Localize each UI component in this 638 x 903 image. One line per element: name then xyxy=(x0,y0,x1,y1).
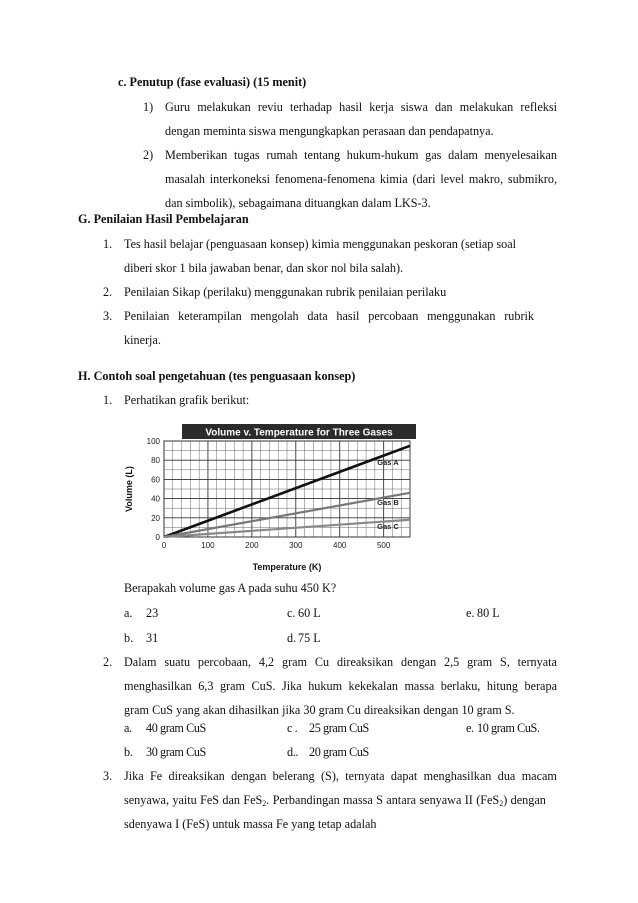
word: submikro, xyxy=(507,172,557,186)
subscript: 2 xyxy=(262,799,267,808)
option-label: d.. xyxy=(287,745,298,759)
option-text: 10 gram CuS. xyxy=(477,721,540,735)
word: kimia xyxy=(379,172,408,186)
option-text: 25 gram CuS xyxy=(309,721,369,735)
word: gram xyxy=(467,655,493,669)
word: Penilaian xyxy=(124,309,170,323)
justified-line xyxy=(124,678,557,694)
item-number: 3. xyxy=(103,769,113,783)
word: berapa xyxy=(524,679,557,693)
x-tick-label: 300 xyxy=(289,541,303,550)
option-label: b. xyxy=(124,631,134,645)
word: masalah xyxy=(165,172,205,186)
word: Memberikan xyxy=(165,148,228,162)
item-number: 1. xyxy=(103,393,113,407)
word: melakukan xyxy=(197,100,251,114)
word: tugas xyxy=(233,148,260,162)
option-label: e. xyxy=(466,721,474,735)
option-text: 60 L xyxy=(298,606,321,620)
justified-line xyxy=(124,654,557,670)
word: fenomena-fenomena xyxy=(274,172,376,186)
option-label: e. xyxy=(466,606,475,620)
paragraph-line: Tes hasil belajar (penguasaan konsep) kimia menggunakan peskoran (setiap soal xyxy=(124,237,517,251)
word: hasil xyxy=(339,100,363,114)
justified-line xyxy=(124,768,557,784)
word: Fe xyxy=(150,769,163,783)
item-number: 1) xyxy=(143,100,154,114)
word: kerja xyxy=(369,100,394,114)
x-tick-label: 200 xyxy=(245,541,259,550)
section-h-heading: H. Contoh soal pengetahuan (tes penguasaan konsep) xyxy=(78,369,356,383)
option-label: b. xyxy=(124,745,133,759)
paragraph-line: diberi skor 1 bila jawaban benar, dan skor nol bila salah). xyxy=(124,261,404,275)
series-label: Gas B xyxy=(377,498,399,507)
item-number: 2) xyxy=(143,148,154,162)
word: dapat xyxy=(390,769,418,783)
word: siswa xyxy=(400,100,428,114)
option-label: a. xyxy=(124,721,132,735)
section-c-heading: c. Penutup (fase evaluasi) (15 menit) xyxy=(118,75,307,89)
option-text: 30 gram CuS xyxy=(146,745,206,759)
word: gas xyxy=(425,148,442,162)
option-label: a. xyxy=(124,606,133,620)
word: 2,5 xyxy=(444,655,460,669)
word: makro, xyxy=(468,172,504,186)
y-tick-label: 0 xyxy=(155,533,160,542)
question-intro: Perhatikan grafik berikut: xyxy=(124,393,250,407)
series-label: Gas A xyxy=(377,458,399,467)
word: mengolah xyxy=(250,309,299,323)
y-tick-label: 20 xyxy=(151,513,160,523)
option-label: c . xyxy=(287,721,298,735)
y-tick-label: 40 xyxy=(151,494,160,504)
word: percobaan xyxy=(368,309,419,323)
justified-line xyxy=(165,171,557,187)
word: Cu xyxy=(314,655,330,669)
word: suatu xyxy=(164,655,191,669)
y-tick-label: 80 xyxy=(151,456,160,466)
word: data xyxy=(307,309,328,323)
word: menghasilkan xyxy=(423,769,492,783)
word: melakukan xyxy=(459,100,514,114)
word: refleksi xyxy=(520,100,557,114)
justified-line xyxy=(165,147,557,163)
option-label: c. xyxy=(287,606,296,620)
word: gram xyxy=(281,655,308,669)
word: berlaku, xyxy=(440,679,481,693)
justified-line xyxy=(165,99,557,115)
word: dengan xyxy=(400,655,437,669)
word: hasil xyxy=(336,309,360,323)
word: level xyxy=(440,172,465,186)
word: rumah xyxy=(266,148,298,162)
word: gram xyxy=(219,679,245,693)
word: S, xyxy=(499,655,510,669)
option-text: 23 xyxy=(146,606,159,620)
series-label: Gas C xyxy=(377,522,399,531)
word: menggunakan xyxy=(427,309,496,323)
item-number: 2. xyxy=(103,655,113,669)
word: interkoneksi xyxy=(209,172,271,186)
word: tentang xyxy=(304,148,341,162)
text-run: ) dengan xyxy=(503,793,546,807)
word: Guru xyxy=(165,100,191,114)
paragraph-line: dan simbolik), sebagaimana dituangkan dalam LKS-3. xyxy=(165,196,431,210)
subscript: 2 xyxy=(499,799,504,808)
word: ternyata xyxy=(345,769,385,783)
word: 4,2 xyxy=(258,655,275,669)
word: terhadap xyxy=(290,100,332,114)
justified-line xyxy=(124,308,534,324)
x-axis-label: Temperature (K) xyxy=(252,562,322,572)
item-number: 2. xyxy=(103,285,113,299)
y-tick-label: 100 xyxy=(146,437,160,446)
paragraph-line: dengan meminta siswa mengungkapkan perasaan dan pendapatnya. xyxy=(165,124,494,138)
volume-temperature-chart xyxy=(120,420,416,574)
word: direaksikan xyxy=(168,769,225,783)
word: Jika xyxy=(124,769,144,783)
word: ternyata xyxy=(517,655,557,669)
item-number: 1. xyxy=(103,237,113,251)
word: (dari xyxy=(412,172,436,186)
option-label: d. xyxy=(287,631,297,645)
word: massa xyxy=(404,679,435,693)
word: (S), xyxy=(320,769,339,783)
text-run: senyawa, yaitu FeS dan FeS xyxy=(124,793,263,807)
option-text: 75 L xyxy=(298,631,321,645)
x-tick-label: 500 xyxy=(376,541,391,550)
chart-title: Volume v. Temperature for Three Gases xyxy=(205,427,393,439)
option-text: 31 xyxy=(146,631,159,645)
paragraph-line: Penilaian Sikap (perilaku) menggunakan rubrik penilaian perilaku xyxy=(124,285,447,299)
word: hukum xyxy=(308,679,343,693)
word: percobaan, xyxy=(197,655,252,669)
word: Dalam xyxy=(124,655,157,669)
text-run: . Perbandingan massa S antara senyawa II (FeS xyxy=(266,793,500,807)
word: Jika xyxy=(282,679,302,693)
word: hukum-hukum xyxy=(346,148,419,162)
word: macam xyxy=(521,769,557,783)
word: menghasilkan xyxy=(124,679,192,693)
word: reviu xyxy=(257,100,283,114)
word: 6,3 xyxy=(198,679,214,693)
item-number: 3. xyxy=(103,309,113,323)
question-text: Berapakah volume gas A pada suhu 450 K? xyxy=(124,581,337,595)
option-text: 80 L xyxy=(477,606,500,620)
word: dalam xyxy=(448,148,478,162)
y-axis-label: Volume (L) xyxy=(124,466,134,512)
word: rubrik xyxy=(504,309,534,323)
section-g-heading: G. Penilaian Hasil Pembelajaran xyxy=(78,212,249,226)
word: hitung xyxy=(486,679,518,693)
word: dua xyxy=(497,769,516,783)
paragraph-line xyxy=(124,792,546,808)
word: kekekalan xyxy=(348,679,398,693)
x-tick-label: 100 xyxy=(201,541,215,550)
y-tick-label: 60 xyxy=(151,475,160,485)
paragraph-line: sdenyawa I (FeS) untuk massa Fe yang tetap adalah xyxy=(124,817,377,831)
word: dengan xyxy=(231,769,267,783)
word: menyelesaikan xyxy=(484,148,557,162)
word: direaksikan xyxy=(336,655,394,669)
option-text: 40 gram CuS xyxy=(146,721,206,735)
x-tick-label: 0 xyxy=(161,541,167,550)
word: dan xyxy=(435,100,453,114)
paragraph-line: gram CuS yang akan dihasilkan jika 30 gram Cu direaksikan dengan 10 gram S. xyxy=(124,703,515,717)
x-tick-label: 400 xyxy=(333,541,347,550)
paragraph-line: kinerja. xyxy=(124,333,161,347)
word: belerang xyxy=(272,769,315,783)
option-text: 20 gram CuS xyxy=(309,745,369,759)
word: CuS. xyxy=(251,679,276,693)
word: keterampilan xyxy=(178,309,242,323)
